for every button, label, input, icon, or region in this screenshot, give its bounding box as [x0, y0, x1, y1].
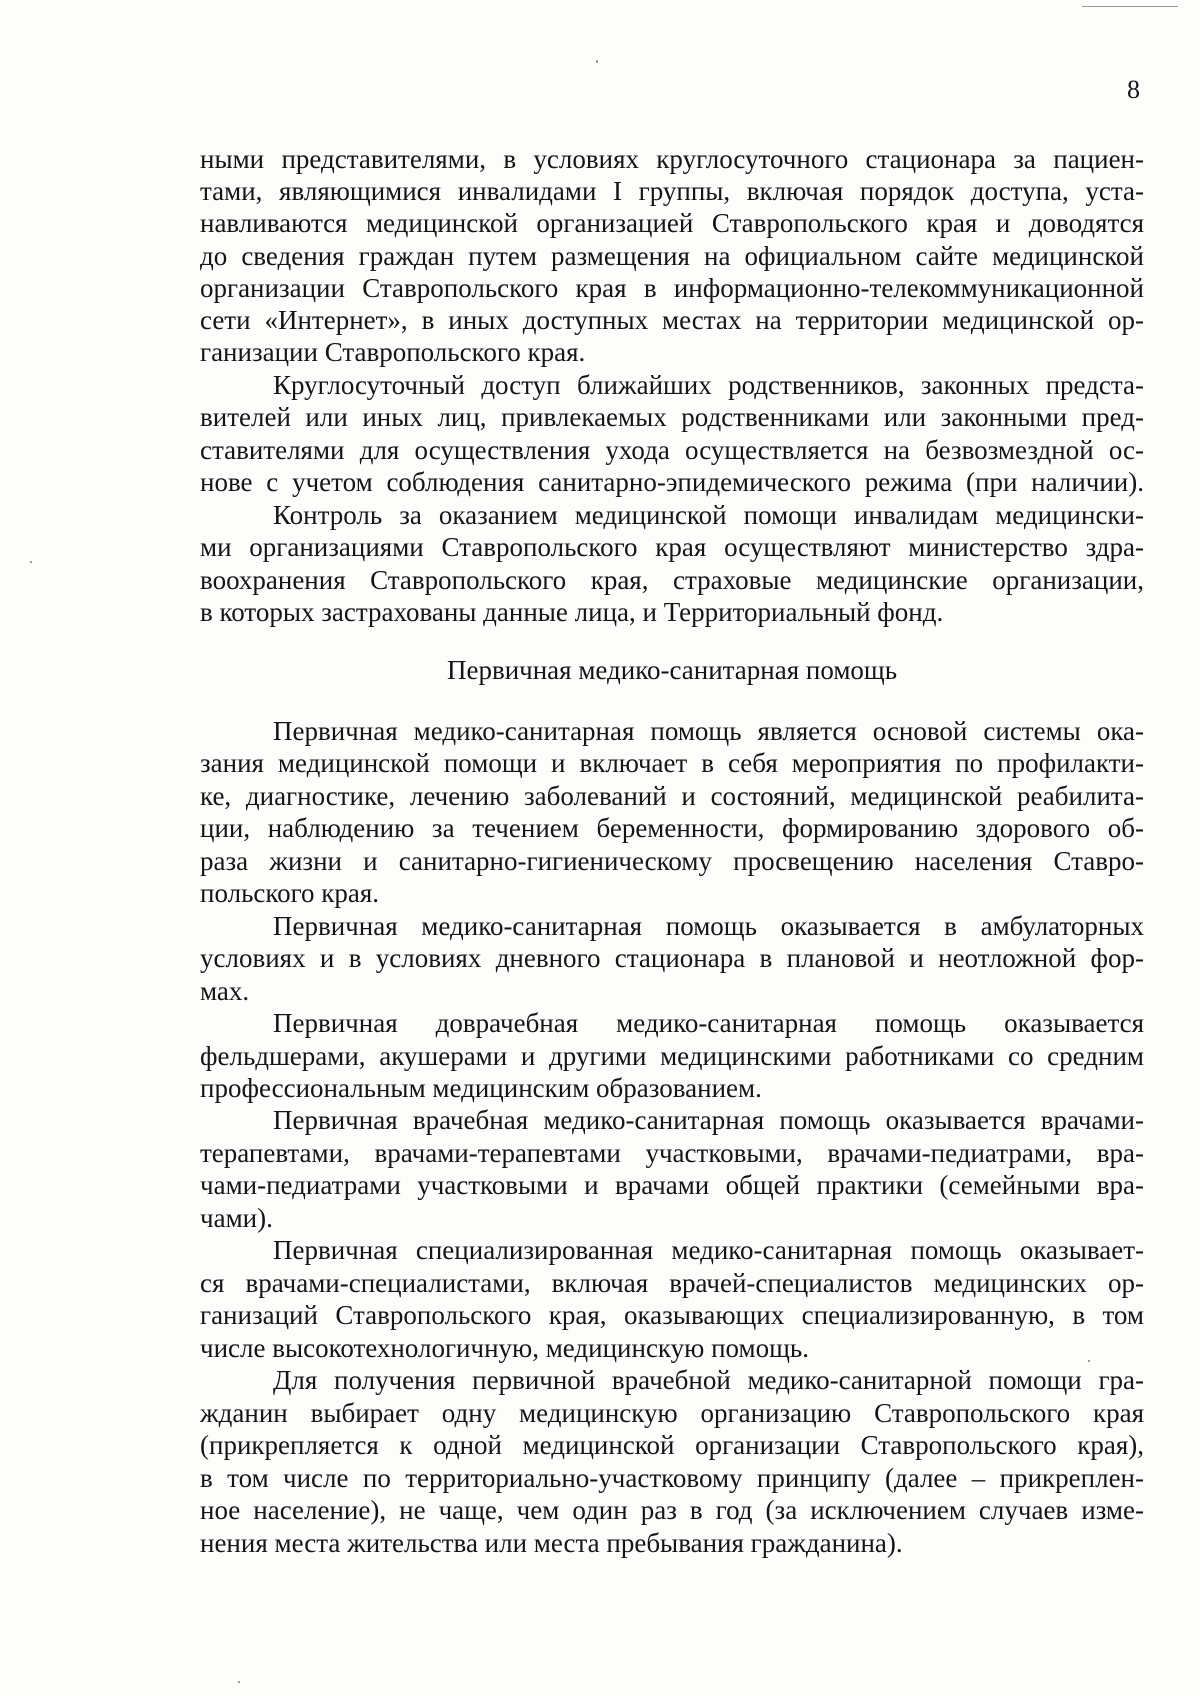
text-line: Контроль за оказанием медицинской помощи инвалидам медицински-	[273, 500, 1144, 530]
scan-mark	[1088, 1360, 1090, 1362]
text-line: навливаются медицинской организацией Ставропольского края и доводятся	[200, 208, 1144, 238]
text-line: ганизаций Ставропольского края, оказывающих специализированную, в том	[200, 1300, 1144, 1330]
page-number: 8	[1127, 75, 1140, 104]
text-line: ными представителями, в условиях круглосуточного стационара за пациен-	[200, 144, 1144, 174]
scan-mark	[1082, 6, 1178, 7]
text-line: Первичная врачебная медико-санитарная помощь оказывается врачами-	[273, 1105, 1144, 1135]
text-line: воохранения Ставропольского края, страховые медицинские организации,	[200, 565, 1144, 595]
section-heading: Первичная медико-санитарная помощь	[446, 655, 898, 685]
text-line: нения места жительства или места пребывания гражданина).	[200, 1528, 903, 1558]
text-line: ное население), не чаще, чем один раз в год (за исключением случаев изме-	[200, 1495, 1144, 1525]
text-line: профессиональным медицинским образованием.	[200, 1073, 762, 1103]
text-line: ми организациями Ставропольского края осуществляют министерство здра-	[200, 532, 1144, 562]
text-line: вителей или иных лиц, привлекаемых родственниками или законными пред-	[200, 402, 1144, 432]
text-line: в которых застрахованы данные лица, и Территориальный фонд.	[200, 597, 944, 627]
text-line: мах.	[200, 976, 250, 1006]
text-line: ся врачами-специалистами, включая врачей-специалистов медицинских ор-	[200, 1268, 1144, 1298]
text-line: ке, диагностике, лечению заболеваний и состояний, медицинской реабилита-	[200, 781, 1144, 811]
text-line: чами-педиатрами участковыми и врачами общей практики (семейными вра-	[200, 1170, 1144, 1200]
text-line: в том числе по территориально-участковому принципу (далее – прикреплен-	[200, 1463, 1144, 1493]
text-line: зания медицинской помощи и включает в себя мероприятия по профилакти-	[200, 748, 1144, 778]
text-line: польского края.	[200, 878, 380, 908]
text-line: Для получения первичной врачебной медико-санитарной помощи гра-	[273, 1365, 1144, 1395]
text-line: (прикрепляется к одной медицинской организации Ставропольского края),	[200, 1430, 1144, 1460]
text-line: тами, являющимися инвалидами I группы, включая порядок доступа, уста-	[200, 176, 1144, 206]
scan-mark	[596, 60, 598, 63]
text-line: фельдшерами, акушерами и другими медицинскими работниками со средним	[200, 1041, 1144, 1071]
text-line: ганизации Ставропольского края.	[200, 337, 586, 367]
text-line: раза жизни и санитарно-гигиеническому просвещению населения Ставро-	[200, 846, 1144, 876]
text-line: сети «Интернет», в иных доступных местах на территории медицинской ор-	[200, 305, 1144, 335]
text-line: до сведения граждан путем размещения на официальном сайте медицинской	[200, 241, 1144, 271]
text-line: нове с учетом соблюдения санитарно-эпидемического режима (при наличии).	[200, 467, 1144, 497]
text-line: Первичная медико-санитарная помощь является основой системы ока-	[273, 716, 1144, 746]
text-line: ции, наблюдению за течением беременности, формированию здорового об-	[200, 813, 1144, 843]
text-line: Первичная медико-санитарная помощь оказывается в амбулаторных	[273, 911, 1144, 941]
text-line: Первичная специализированная медико-санитарная помощь оказывает-	[273, 1235, 1144, 1265]
scan-mark	[238, 1681, 240, 1683]
text-line: числе высокотехнологичную, медицинскую помощь.	[200, 1333, 809, 1363]
scan-mark	[30, 561, 32, 563]
text-line: ставителями для осуществления ухода осуществляется на безвозмездной ос-	[200, 435, 1144, 465]
text-line: условиях и в условиях дневного стационара в плановой и неотложной фор-	[200, 943, 1144, 973]
text-line: жданин выбирает одну медицинскую организацию Ставропольского края	[200, 1398, 1144, 1428]
text-line: Первичная доврачебная медико-санитарная помощь оказывается	[273, 1008, 1144, 1038]
text-line: Круглосуточный доступ ближайших родственников, законных предста-	[273, 370, 1144, 400]
text-line: чами).	[200, 1203, 273, 1233]
text-line: терапевтами, врачами-терапевтами участковыми, врачами-педиатрами, вра-	[200, 1138, 1144, 1168]
text-line: организации Ставропольского края в информационно-телекоммуникационной	[200, 273, 1144, 303]
